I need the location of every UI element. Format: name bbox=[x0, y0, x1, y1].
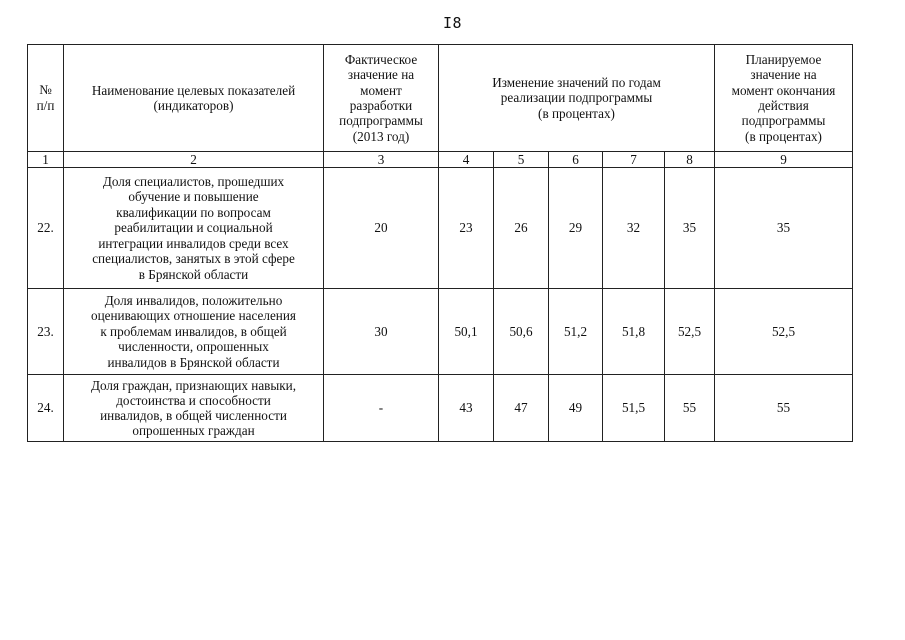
table-row bbox=[28, 168, 853, 289]
header-row bbox=[28, 45, 853, 152]
year-value: 52,5 bbox=[665, 289, 715, 375]
year-value: 35 bbox=[665, 168, 715, 289]
year-value: 29 bbox=[549, 168, 603, 289]
planned-value: 52,5 bbox=[715, 289, 853, 375]
row-number: 22. bbox=[28, 168, 64, 289]
indicator-name: Доля граждан, признающих навыки, достоинства и способности инвалидов, в общей численности опрошенных граждан bbox=[64, 375, 324, 442]
actual-value: 30 bbox=[324, 289, 439, 375]
indicator-name: Доля специалистов, прошедших обучение и повышение квалификации по вопросам реабилитации и социальной интеграции инвалидов среди всех специалистов, занятых в этой сфере в Брянской области bbox=[64, 168, 324, 289]
indicator-name: Доля инвалидов, положительно оценивающих отношение населения к проблемам инвалидов, в общей численности, опрошенных инвалидов в Брянской области bbox=[64, 289, 324, 375]
header-name: Наименование целевых показателей (индикаторов) bbox=[64, 45, 324, 152]
year-value: 43 bbox=[439, 375, 494, 442]
column-number: 6 bbox=[549, 152, 603, 168]
column-number: 7 bbox=[603, 152, 665, 168]
actual-value: 20 bbox=[324, 168, 439, 289]
header-num: № п/п bbox=[28, 45, 64, 152]
column-number: 1 bbox=[28, 152, 64, 168]
header-planned: Планируемое значение на момент окончания действия подпрограммы (в процентах) bbox=[715, 45, 853, 152]
year-value: 55 bbox=[665, 375, 715, 442]
table-row bbox=[28, 289, 853, 375]
row-number: 23. bbox=[28, 289, 64, 375]
year-value: 47 bbox=[494, 375, 549, 442]
planned-value: 55 bbox=[715, 375, 853, 442]
header-changes: Изменение значений по годам реализации подпрограммы (в процентах) bbox=[439, 45, 715, 152]
column-number: 8 bbox=[665, 152, 715, 168]
year-value: 50,1 bbox=[439, 289, 494, 375]
planned-value: 35 bbox=[715, 168, 853, 289]
year-value: 50,6 bbox=[494, 289, 549, 375]
table-row bbox=[28, 375, 853, 442]
column-numbers-row bbox=[28, 152, 853, 168]
year-value: 32 bbox=[603, 168, 665, 289]
year-value: 51,8 bbox=[603, 289, 665, 375]
year-value: 51,5 bbox=[603, 375, 665, 442]
header-actual: Фактическое значение на момент разработки подпрограммы (2013 год) bbox=[324, 45, 439, 152]
indicators-table bbox=[27, 44, 853, 442]
column-number: 5 bbox=[494, 152, 549, 168]
year-value: 51,2 bbox=[549, 289, 603, 375]
column-number: 3 bbox=[324, 152, 439, 168]
column-number: 4 bbox=[439, 152, 494, 168]
column-number: 9 bbox=[715, 152, 853, 168]
page-number: I8 bbox=[442, 14, 463, 32]
row-number: 24. bbox=[28, 375, 64, 442]
year-value: 23 bbox=[439, 168, 494, 289]
actual-value: - bbox=[324, 375, 439, 442]
year-value: 49 bbox=[549, 375, 603, 442]
column-number: 2 bbox=[64, 152, 324, 168]
year-value: 26 bbox=[494, 168, 549, 289]
